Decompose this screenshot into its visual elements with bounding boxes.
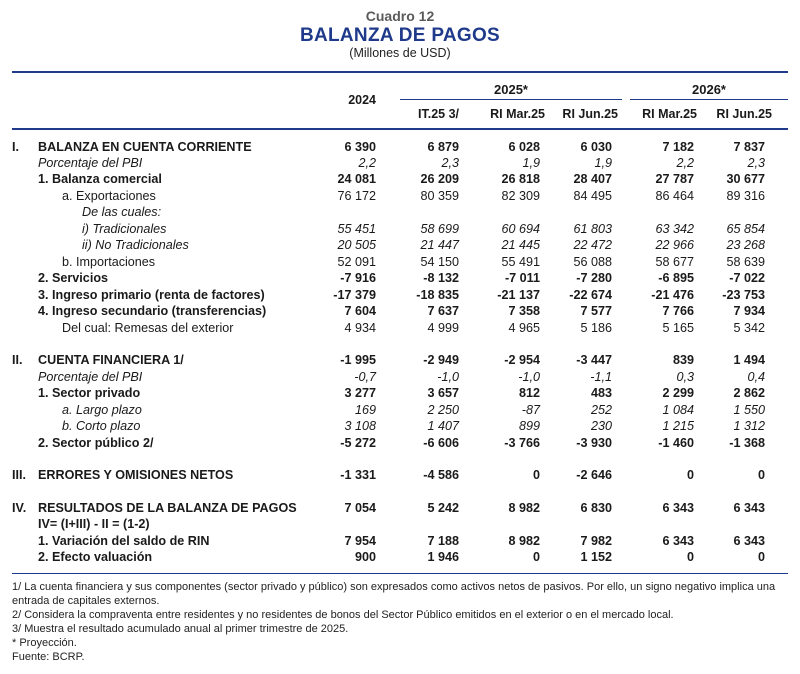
cell-value: 5 165 bbox=[662, 321, 694, 335]
cell-value: 1 550 bbox=[733, 403, 765, 417]
table-row bbox=[0, 270, 800, 286]
col-header-rimar25: RI Mar.25 bbox=[490, 107, 545, 121]
cell-value: 7 188 bbox=[427, 534, 459, 548]
cell-value: 1 407 bbox=[427, 419, 459, 433]
table-row bbox=[0, 155, 800, 171]
table-row bbox=[0, 516, 800, 532]
table-row bbox=[0, 435, 800, 451]
table-row bbox=[0, 254, 800, 270]
cell-value: 2,3 bbox=[747, 156, 765, 170]
source-note: Fuente: BCRP. bbox=[12, 651, 85, 663]
cell-value: -3 766 bbox=[504, 436, 540, 450]
row-label: De las cuales: bbox=[82, 205, 162, 219]
cell-value: 230 bbox=[590, 419, 612, 433]
group-rule-2025 bbox=[400, 99, 622, 100]
table-row bbox=[0, 467, 800, 483]
table-row bbox=[0, 171, 800, 187]
cell-value: 82 309 bbox=[501, 189, 540, 203]
table-row bbox=[0, 139, 800, 155]
row-label: a. Exportaciones bbox=[62, 189, 156, 203]
row-label: 1. Balanza comercial bbox=[38, 172, 162, 186]
cell-value: 0 bbox=[757, 468, 765, 482]
row-label: 2. Efecto valuación bbox=[38, 550, 153, 564]
cell-value: 1 946 bbox=[427, 550, 459, 564]
cell-value: 84 495 bbox=[573, 189, 612, 203]
cell-value: -18 835 bbox=[416, 288, 459, 302]
cell-value: 28 407 bbox=[573, 172, 612, 186]
cell-value: -2 949 bbox=[423, 353, 459, 367]
cell-value: 1 152 bbox=[580, 550, 612, 564]
cell-value: 2,3 bbox=[441, 156, 459, 170]
cell-value: 3 108 bbox=[344, 419, 376, 433]
cell-value: 89 316 bbox=[726, 189, 765, 203]
cell-value: 0 bbox=[686, 550, 694, 564]
cell-value: -8 132 bbox=[423, 271, 459, 285]
cell-value: 0 bbox=[532, 550, 540, 564]
cell-value: 22 966 bbox=[655, 238, 694, 252]
cell-value: 4 999 bbox=[427, 321, 459, 335]
cell-value: 0,3 bbox=[676, 370, 694, 384]
cell-value: 86 464 bbox=[655, 189, 694, 203]
cell-value: 7 054 bbox=[344, 501, 376, 515]
cell-value: 0 bbox=[686, 468, 694, 482]
cell-value: 55 451 bbox=[337, 222, 376, 236]
cell-value: 55 491 bbox=[501, 255, 540, 269]
row-label: IV= (I+III) - II = (1-2) bbox=[38, 517, 150, 531]
cell-value: -2 646 bbox=[576, 468, 612, 482]
section-number: IV. bbox=[12, 501, 27, 515]
cell-value: 6 343 bbox=[733, 534, 765, 548]
cell-value: -7 022 bbox=[729, 271, 765, 285]
row-label: BALANZA EN CUENTA CORRIENTE bbox=[38, 140, 252, 154]
cell-value: -3 447 bbox=[576, 353, 612, 367]
cell-value: 80 359 bbox=[420, 189, 459, 203]
cell-value: 26 818 bbox=[501, 172, 540, 186]
cell-value: 76 172 bbox=[337, 189, 376, 203]
cell-value: 1 215 bbox=[662, 419, 694, 433]
footer-rule bbox=[12, 573, 788, 574]
cell-value: 0,4 bbox=[747, 370, 765, 384]
cell-value: 63 342 bbox=[655, 222, 694, 236]
cell-value: 7 604 bbox=[344, 304, 376, 318]
row-label: b. Importaciones bbox=[62, 255, 156, 269]
cell-value: 8 982 bbox=[508, 501, 540, 515]
table-row bbox=[0, 237, 800, 253]
col-header-rijun26: RI Jun.25 bbox=[716, 107, 772, 121]
cell-value: -0,7 bbox=[354, 370, 376, 384]
cell-value: 0 bbox=[757, 550, 765, 564]
cell-value: 7 982 bbox=[580, 534, 612, 548]
cell-value: 54 150 bbox=[420, 255, 459, 269]
cell-value: 2,2 bbox=[358, 156, 376, 170]
footnote-1: 1/ La cuenta financiera y sus componentes (sector privado y público) son expresados como activos netos de pasivos. Por ello, un signo negativo implica una entrada de capitales externos. bbox=[12, 581, 776, 607]
cell-value: 1 494 bbox=[733, 353, 765, 367]
group-rule-2026 bbox=[630, 99, 788, 100]
cell-value: -6 606 bbox=[423, 436, 459, 450]
cell-value: 21 447 bbox=[420, 238, 459, 252]
table-number: Cuadro 12 bbox=[365, 8, 435, 24]
cell-value: 26 209 bbox=[420, 172, 459, 186]
table-row bbox=[0, 320, 800, 336]
cell-value: 483 bbox=[590, 386, 612, 400]
cell-value: 252 bbox=[590, 403, 612, 417]
table-row bbox=[0, 385, 800, 401]
group-header-2026: 2026* bbox=[692, 82, 726, 97]
cell-value: 2 299 bbox=[662, 386, 694, 400]
table-row bbox=[0, 204, 800, 220]
row-label: 2. Servicios bbox=[38, 271, 109, 285]
cell-value: 4 934 bbox=[344, 321, 376, 335]
cell-value: -7 916 bbox=[340, 271, 376, 285]
cell-value: -7 280 bbox=[576, 271, 612, 285]
cell-value: -2 954 bbox=[504, 353, 540, 367]
table-title: BALANZA DE PAGOS bbox=[299, 25, 501, 46]
footnote-projection: * Proyección. bbox=[12, 637, 77, 649]
table-row bbox=[0, 418, 800, 434]
cell-value: -1 995 bbox=[340, 353, 376, 367]
cell-value: -22 674 bbox=[569, 288, 612, 302]
cell-value: 20 505 bbox=[337, 238, 376, 252]
cell-value: -4 586 bbox=[423, 468, 459, 482]
cell-value: -1,0 bbox=[518, 370, 540, 384]
cell-value: 3 277 bbox=[344, 386, 376, 400]
cell-value: 23 268 bbox=[726, 238, 765, 252]
cell-value: 3 657 bbox=[427, 386, 459, 400]
group-header-2025: 2025* bbox=[494, 82, 528, 97]
cell-value: 27 787 bbox=[655, 172, 694, 186]
col-header-it25: IT.25 3/ bbox=[418, 107, 459, 121]
table-row bbox=[0, 221, 800, 237]
section-number: I. bbox=[12, 140, 19, 154]
cell-value: 7 577 bbox=[580, 304, 612, 318]
cell-value: -6 895 bbox=[658, 271, 694, 285]
section-number: II. bbox=[12, 353, 23, 367]
cell-value: 30 677 bbox=[726, 172, 765, 186]
cell-value: 58 677 bbox=[655, 255, 694, 269]
cell-value: -3 930 bbox=[576, 436, 612, 450]
row-label: b. Corto plazo bbox=[62, 419, 141, 433]
cell-value: -1 460 bbox=[658, 436, 694, 450]
cell-value: 5 242 bbox=[427, 501, 459, 515]
cell-value: 7 182 bbox=[662, 140, 694, 154]
cell-value: 1,9 bbox=[594, 156, 612, 170]
cell-value: -23 753 bbox=[722, 288, 765, 302]
table-row bbox=[0, 352, 800, 368]
cell-value: 2 250 bbox=[427, 403, 459, 417]
cell-value: 7 358 bbox=[508, 304, 540, 318]
cell-value: 7 934 bbox=[733, 304, 765, 318]
cell-value: 900 bbox=[354, 550, 376, 564]
col-header-rimar26: RI Mar.25 bbox=[642, 107, 697, 121]
cell-value: 21 445 bbox=[501, 238, 540, 252]
table-row bbox=[0, 402, 800, 418]
cell-value: 56 088 bbox=[573, 255, 612, 269]
cell-value: 1,9 bbox=[522, 156, 540, 170]
row-label: Porcentaje del PBI bbox=[38, 156, 143, 170]
cell-value: 60 694 bbox=[501, 222, 540, 236]
cell-value: -1,1 bbox=[590, 370, 612, 384]
cell-value: 22 472 bbox=[573, 238, 612, 252]
cell-value: 7 766 bbox=[662, 304, 694, 318]
row-label: CUENTA FINANCIERA 1/ bbox=[38, 353, 184, 367]
top-rule bbox=[12, 71, 788, 73]
cell-value: 61 803 bbox=[573, 222, 612, 236]
row-label: ii) No Tradicionales bbox=[82, 238, 189, 252]
cell-value: 24 081 bbox=[337, 172, 376, 186]
col-header-rijun25: RI Jun.25 bbox=[562, 107, 618, 121]
cell-value: 6 030 bbox=[580, 140, 612, 154]
header-bottom-rule bbox=[12, 128, 788, 130]
footnotes bbox=[12, 580, 787, 664]
table-row bbox=[0, 549, 800, 565]
cell-value: 58 639 bbox=[726, 255, 765, 269]
cell-value: 5 342 bbox=[733, 321, 765, 335]
cell-value: 4 965 bbox=[508, 321, 540, 335]
cell-value: 65 854 bbox=[726, 222, 765, 236]
row-label: 1. Variación del saldo de RIN bbox=[38, 534, 210, 548]
cell-value: -17 379 bbox=[333, 288, 376, 302]
cell-value: 899 bbox=[518, 419, 540, 433]
cell-value: 812 bbox=[518, 386, 540, 400]
cell-value: 6 390 bbox=[344, 140, 376, 154]
cell-value: 5 186 bbox=[580, 321, 612, 335]
cell-value: 2,2 bbox=[676, 156, 694, 170]
cell-value: -1,0 bbox=[437, 370, 459, 384]
table-row bbox=[0, 500, 800, 516]
cell-value: 7 637 bbox=[427, 304, 459, 318]
section-number: III. bbox=[12, 468, 26, 482]
footnote-2: 2/ Considera la compraventa entre residentes y no residentes de bonos del Sector Público emitidos en el exterior o en el mercado local. bbox=[12, 609, 674, 621]
cell-value: 169 bbox=[354, 403, 376, 417]
cell-value: 58 699 bbox=[420, 222, 459, 236]
cell-value: 8 982 bbox=[508, 534, 540, 548]
row-label: i) Tradicionales bbox=[82, 222, 167, 236]
row-label: 3. Ingreso primario (renta de factores) bbox=[38, 288, 265, 302]
row-label: ERRORES Y OMISIONES NETOS bbox=[38, 468, 234, 482]
cell-value: 6 343 bbox=[662, 501, 694, 515]
table-subtitle: (Millones de USD) bbox=[349, 46, 451, 60]
cell-value: 1 312 bbox=[733, 419, 765, 433]
cell-value: 6 343 bbox=[733, 501, 765, 515]
cell-value: 1 084 bbox=[662, 403, 694, 417]
table-row bbox=[0, 533, 800, 549]
cell-value: 6 830 bbox=[580, 501, 612, 515]
cell-value: -1 331 bbox=[340, 468, 376, 482]
cell-value: -5 272 bbox=[340, 436, 376, 450]
row-label: 1. Sector privado bbox=[38, 386, 141, 400]
row-label: 4. Ingreso secundario (transferencias) bbox=[38, 304, 267, 318]
cell-value: 6 028 bbox=[508, 140, 540, 154]
cell-value: 52 091 bbox=[337, 255, 376, 269]
cell-value: 2 862 bbox=[733, 386, 765, 400]
cell-value: 7 837 bbox=[733, 140, 765, 154]
cell-value: 6 879 bbox=[427, 140, 459, 154]
cell-value: -87 bbox=[521, 403, 540, 417]
table-row bbox=[0, 188, 800, 204]
col-header-2024: 2024 bbox=[348, 93, 376, 107]
row-label: 2. Sector público 2/ bbox=[38, 436, 154, 450]
cell-value: 6 343 bbox=[662, 534, 694, 548]
cell-value: 7 954 bbox=[344, 534, 376, 548]
cell-value: -1 368 bbox=[729, 436, 765, 450]
row-label: Porcentaje del PBI bbox=[38, 370, 143, 384]
cell-value: 839 bbox=[672, 353, 694, 367]
cell-value: 0 bbox=[532, 468, 540, 482]
table-row bbox=[0, 369, 800, 385]
cell-value: -7 011 bbox=[504, 271, 540, 285]
cell-value: -21 137 bbox=[497, 288, 540, 302]
row-label: RESULTADOS DE LA BALANZA DE PAGOS bbox=[38, 501, 297, 515]
row-label: a. Largo plazo bbox=[62, 403, 142, 417]
table-row bbox=[0, 287, 800, 303]
footnote-3: 3/ Muestra el resultado acumulado anual al primer trimestre de 2025. bbox=[12, 623, 349, 635]
cell-value: -21 476 bbox=[651, 288, 694, 302]
row-label: Del cual: Remesas del exterior bbox=[62, 321, 234, 335]
table-row bbox=[0, 303, 800, 319]
